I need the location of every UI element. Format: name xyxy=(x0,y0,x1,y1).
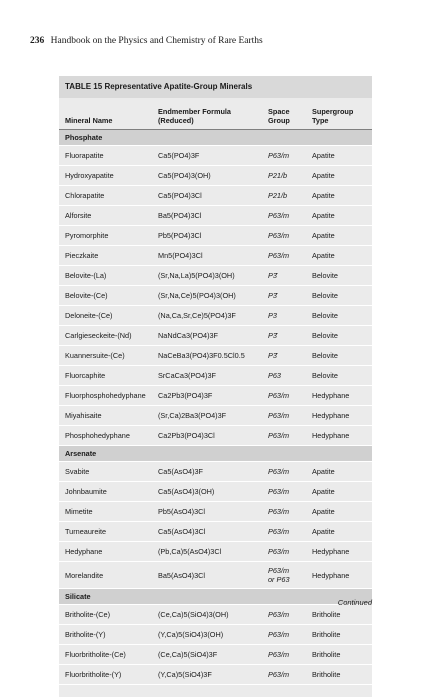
table-row xyxy=(59,146,372,166)
mineral-name-cell: Pyromorphite xyxy=(59,226,152,246)
mineral-name-cell: Belovite-(La) xyxy=(59,266,152,286)
formula-cell: Ca2Pb3(PO4)3Cl xyxy=(152,426,262,446)
supergroup-type-cell: Apatite xyxy=(306,462,372,482)
supergroup-type-cell: Hedyphane xyxy=(306,426,372,446)
section-row xyxy=(59,130,372,146)
space-group-cell: P63/m xyxy=(262,206,306,226)
supergroup-type-cell: Apatite xyxy=(306,166,372,186)
mineral-name-cell: Hydroxyapatite xyxy=(59,166,152,186)
space-group-cell: P3 xyxy=(262,306,306,326)
space-group-cell: P63/m xyxy=(262,502,306,522)
formula-cell: Ba5(PO4)3Cl xyxy=(152,206,262,226)
space-group-cell: P63/m xyxy=(262,146,306,166)
formula-cell: (Sr,Ca)2Ba3(PO4)3F xyxy=(152,406,262,426)
table-row xyxy=(59,166,372,186)
supergroup-type-cell: Apatite xyxy=(306,186,372,206)
supergroup-type-cell: Britholite xyxy=(306,665,372,685)
table-row xyxy=(59,406,372,426)
mineral-name-cell: Phosphohedyphane xyxy=(59,426,152,446)
supergroup-type-cell: Belovite xyxy=(306,326,372,346)
mineral-name-cell: Turneaureite xyxy=(59,522,152,542)
space-group-cell: P63/m xyxy=(262,522,306,542)
section-name: Arsenate xyxy=(59,446,372,462)
section-row xyxy=(59,589,372,605)
mineral-name-cell: Fluorbritholite-(Ce) xyxy=(59,645,152,665)
table-row xyxy=(59,605,372,625)
formula-cell: Ca5(PO4)3Cl xyxy=(152,186,262,206)
space-group-cell: P63/m xyxy=(262,665,306,685)
formula-cell: Ba5(AsO4)3Cl xyxy=(152,562,262,589)
supergroup-type-cell: Britholite xyxy=(306,645,372,665)
table-row xyxy=(59,562,372,589)
formula-cell: Ca5(PO4)3F xyxy=(152,146,262,166)
section-row xyxy=(59,446,372,462)
supergroup-type-cell: Belovite xyxy=(306,366,372,386)
space-group-cell: P63/m xyxy=(262,426,306,446)
supergroup-type-cell: Apatite xyxy=(306,226,372,246)
table-row xyxy=(59,266,372,286)
supergroup-type-cell: Apatite xyxy=(306,502,372,522)
table-row xyxy=(59,625,372,645)
table-row xyxy=(59,186,372,206)
mineral-name-cell: Britholite-(Ce) xyxy=(59,605,152,625)
formula-cell: (Y,Ca)5(SiO4)3(OH) xyxy=(152,625,262,645)
header-formula: Endmember Formula (Reduced) xyxy=(152,98,262,130)
table-row xyxy=(59,246,372,266)
formula-cell: Mn5(PO4)3Cl xyxy=(152,246,262,266)
mineral-name-cell: Fluorapatite xyxy=(59,146,152,166)
table-row xyxy=(59,206,372,226)
formula-cell: (Y,Ca)5(SiO4)3F xyxy=(152,665,262,685)
table-row xyxy=(59,286,372,306)
space-group-cell: P3̄ xyxy=(262,346,306,366)
table-row xyxy=(59,462,372,482)
table-footer xyxy=(59,685,372,697)
table-row xyxy=(59,522,372,542)
supergroup-type-cell: Belovite xyxy=(306,286,372,306)
space-group-cell: P63/m xyxy=(262,386,306,406)
formula-cell: (Pb,Ca)5(AsO4)3Cl xyxy=(152,542,262,562)
header-space-group: Space Group xyxy=(262,98,306,130)
supergroup-type-cell: Belovite xyxy=(306,266,372,286)
space-group-cell: P63/m xyxy=(262,625,306,645)
formula-cell: (Ce,Ca)5(SiO4)3F xyxy=(152,645,262,665)
formula-cell: (Sr,Na,Ce)5(PO4)3(OH) xyxy=(152,286,262,306)
formula-cell: NaNdCa3(PO4)3F xyxy=(152,326,262,346)
supergroup-type-cell: Belovite xyxy=(306,346,372,366)
table-label: TABLE 15 xyxy=(65,82,103,91)
space-group-cell: P63/m xyxy=(262,605,306,625)
supergroup-type-cell: Hedyphane xyxy=(306,542,372,562)
space-group-cell: P63/m or P63 xyxy=(262,562,306,589)
space-group-cell: P63/m xyxy=(262,406,306,426)
mineral-name-cell: Morelandite xyxy=(59,562,152,589)
formula-cell: (Ce,Ca)5(SiO4)3(OH) xyxy=(152,605,262,625)
supergroup-type-cell: Apatite xyxy=(306,206,372,226)
supergroup-type-cell: Britholite xyxy=(306,625,372,645)
continued-note: Continued xyxy=(337,598,372,607)
space-group-cell: P3̄ xyxy=(262,266,306,286)
formula-cell: Pb5(AsO4)3Cl xyxy=(152,502,262,522)
section-name: Silicate xyxy=(59,589,372,605)
table-row xyxy=(59,346,372,366)
mineral-name-cell: Alforsite xyxy=(59,206,152,226)
space-group-cell: P21/b xyxy=(262,186,306,206)
table-row xyxy=(59,386,372,406)
mineral-name-cell: Svabite xyxy=(59,462,152,482)
supergroup-type-cell: Hedyphane xyxy=(306,562,372,589)
table-row xyxy=(59,482,372,502)
mineral-name-cell: Miyahisaite xyxy=(59,406,152,426)
table-row xyxy=(59,366,372,386)
formula-cell: Ca5(AsO4)3Cl xyxy=(152,522,262,542)
table-caption: Representative Apatite-Group Minerals xyxy=(104,82,253,91)
supergroup-type-cell: Hedyphane xyxy=(306,406,372,426)
table-title xyxy=(59,76,372,98)
space-group-cell: P63/m xyxy=(262,645,306,665)
space-group-cell: P63 xyxy=(262,366,306,386)
space-group-cell: P63/m xyxy=(262,462,306,482)
supergroup-type-cell: Britholite xyxy=(306,605,372,625)
table-row xyxy=(59,326,372,346)
mineral-name-cell: Britholite-(Y) xyxy=(59,625,152,645)
space-group-cell: P63/m xyxy=(262,542,306,562)
space-group-cell: P63/m xyxy=(262,246,306,266)
data-table xyxy=(59,98,372,685)
apatite-table xyxy=(59,76,372,697)
mineral-name-cell: Chlorapatite xyxy=(59,186,152,206)
space-group-cell: P3̄ xyxy=(262,326,306,346)
formula-cell: Ca2Pb3(PO4)3F xyxy=(152,386,262,406)
header-row xyxy=(59,98,372,130)
formula-cell: Ca5(PO4)3(OH) xyxy=(152,166,262,186)
formula-cell: Ca5(AsO4)3(OH) xyxy=(152,482,262,502)
mineral-name-cell: Fluorphosphohedyphane xyxy=(59,386,152,406)
table-row xyxy=(59,306,372,326)
mineral-name-cell: Hedyphane xyxy=(59,542,152,562)
header-supergroup-type: Supergroup Type xyxy=(306,98,372,130)
table-row xyxy=(59,665,372,685)
mineral-name-cell: Deloneite-(Ce) xyxy=(59,306,152,326)
mineral-name-cell: Mimetite xyxy=(59,502,152,522)
page-number: 236 xyxy=(30,36,45,46)
book-title: Handbook on the Physics and Chemistry of Rare Earths xyxy=(50,36,263,46)
mineral-name-cell: Belovite-(Ce) xyxy=(59,286,152,306)
space-group-cell: P63/m xyxy=(262,482,306,502)
running-head xyxy=(30,36,263,46)
header-mineral-name: Mineral Name xyxy=(59,98,152,130)
formula-cell: (Na,Ca,Sr,Ce)5(PO4)3F xyxy=(152,306,262,326)
formula-cell: Pb5(PO4)3Cl xyxy=(152,226,262,246)
space-group-cell: P63/m xyxy=(262,226,306,246)
space-group-cell: P21/b xyxy=(262,166,306,186)
formula-cell: SrCaCa3(PO4)3F xyxy=(152,366,262,386)
mineral-name-cell: Kuannersuite-(Ce) xyxy=(59,346,152,366)
table-row xyxy=(59,542,372,562)
table-row xyxy=(59,226,372,246)
supergroup-type-cell: Apatite xyxy=(306,522,372,542)
table-row xyxy=(59,426,372,446)
mineral-name-cell: Carlgieseckeite-(Nd) xyxy=(59,326,152,346)
table-body xyxy=(59,130,372,685)
supergroup-type-cell: Belovite xyxy=(306,306,372,326)
supergroup-type-cell: Apatite xyxy=(306,482,372,502)
mineral-name-cell: Fluorbritholite-(Y) xyxy=(59,665,152,685)
formula-cell: NaCeBa3(PO4)3F0.5Cl0.5 xyxy=(152,346,262,366)
formula-cell: Ca5(AsO4)3F xyxy=(152,462,262,482)
section-name: Phosphate xyxy=(59,130,372,146)
supergroup-type-cell: Hedyphane xyxy=(306,386,372,406)
formula-cell: (Sr,Na,La)5(PO4)3(OH) xyxy=(152,266,262,286)
mineral-name-cell: Fluorcaphite xyxy=(59,366,152,386)
mineral-name-cell: Pieczkaite xyxy=(59,246,152,266)
supergroup-type-cell: Apatite xyxy=(306,146,372,166)
mineral-name-cell: Johnbaumite xyxy=(59,482,152,502)
table-row xyxy=(59,502,372,522)
space-group-cell: P3̄ xyxy=(262,286,306,306)
supergroup-type-cell: Apatite xyxy=(306,246,372,266)
